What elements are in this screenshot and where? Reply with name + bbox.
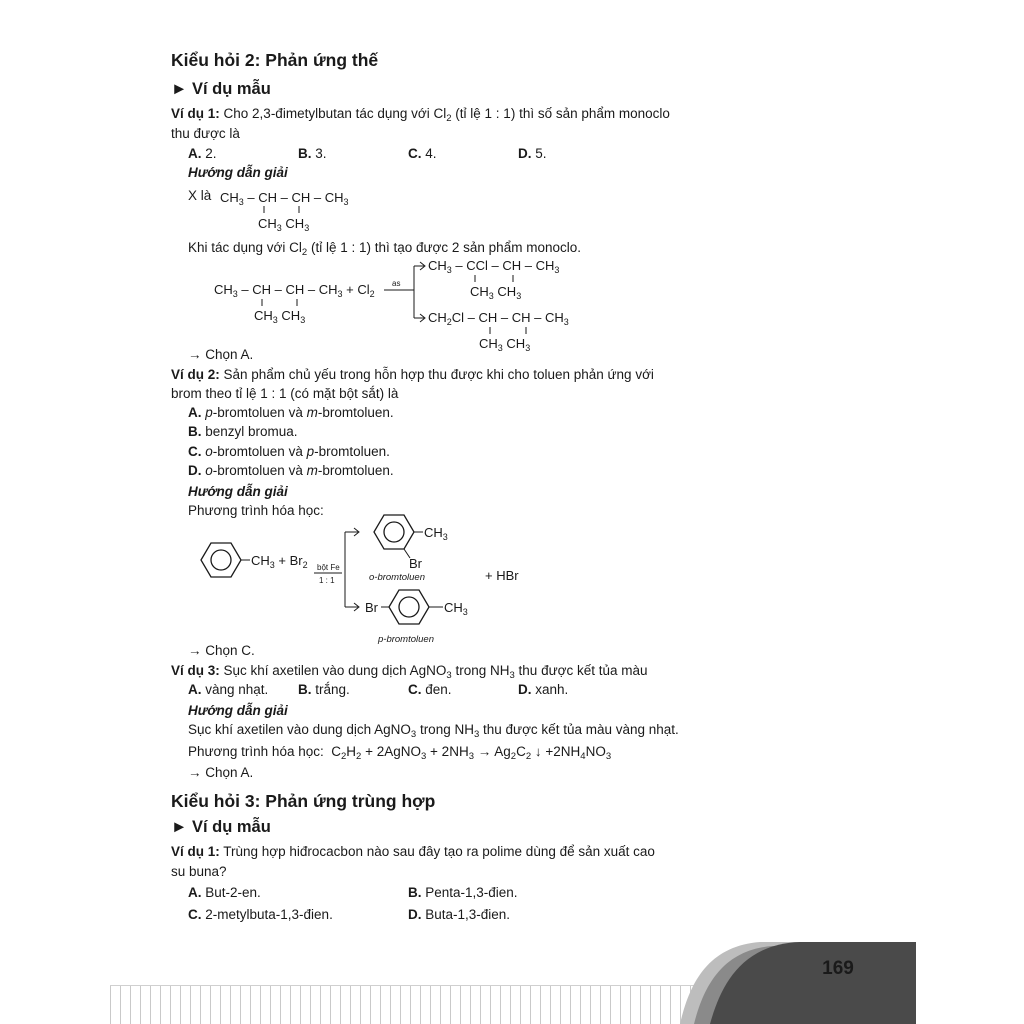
option-a: A. 2.	[188, 146, 217, 161]
svg-text:Br: Br	[409, 556, 422, 571]
option-b: B. Penta-1,3-đien.	[408, 885, 518, 900]
option-a: A. But-2-en.	[188, 885, 261, 900]
answer-2: → Chọn C.	[188, 643, 255, 658]
svg-text:1 : 1: 1 : 1	[319, 576, 335, 585]
triangle-bullet-icon: ►	[171, 818, 188, 836]
svg-text:CH3: $CH_3$	[424, 525, 448, 542]
svg-text:CH3 CH3: $CH_3$ $CH_3$	[470, 284, 522, 301]
solution-note: Khi tác dụng với $Cl_2$ (tỉ lệ 1 : 1) thì tạo được 2 sản phẩm monoclo.	[188, 240, 581, 258]
svg-text:as: as	[392, 279, 401, 288]
svg-text:CH3 CH3: $CH_3$ $CH_3$	[254, 308, 306, 325]
question-2-line-1: Ví dụ 2: Sản phẩm chủ yếu trong hỗn hợp thu được khi cho toluen phản ứng với	[171, 367, 654, 382]
structure-x-figure	[218, 188, 368, 234]
option-d: D. xanh.	[518, 682, 569, 697]
option-a: A. p-bromtoluen và m-bromtoluen.	[188, 405, 394, 420]
answer-1: → Chọn A.	[188, 347, 254, 362]
benzene-ring-icon	[201, 543, 241, 577]
question-s3-line-2: su buna?	[171, 864, 227, 879]
option-c: C. đen.	[408, 682, 452, 697]
benzene-ring-icon	[374, 515, 414, 549]
section-heading-3: Kiểu hỏi 3: Phản ứng trùng hợp	[171, 791, 436, 811]
solution-heading: Hướng dẫn giải	[188, 484, 288, 499]
option-b: B. trắng.	[298, 682, 350, 697]
footer-line-pattern	[110, 985, 710, 1024]
solution-heading: Hướng dẫn giải	[188, 165, 288, 180]
option-c: C. 4.	[408, 146, 437, 161]
sample-heading: ► Ví dụ mẫu	[171, 80, 271, 98]
svg-text:o-bromtoluen: o-bromtoluen	[369, 572, 425, 583]
svg-text:CH3 + Br2: $CH_3 + Br_2$	[251, 553, 308, 570]
option-d: D. Buta-1,3-đien.	[408, 907, 511, 922]
svg-text:CH3 – CCl – CH – CH3: $CH_3$ – CCl – CH – $CH_3$	[428, 258, 560, 275]
question-1-line-1: Ví dụ 1: Cho 2,3-đimetylbutan tác dụng với $Cl_2$ (tỉ lệ 1 : 1) thì số sản phẩm monoclo	[171, 106, 670, 124]
question-s3-line-1: Ví dụ 1: Trùng hợp hiđrocacbon nào sau đây tạo ra polime dùng để sản xuất cao	[171, 844, 655, 859]
footer-rule	[110, 985, 710, 986]
option-a: A. vàng nhạt.	[188, 682, 269, 697]
solution-line-1: Sục khí axetilen vào dung dịch AgNO$_3$ trong $NH_3$ thu được kết tủa màu vàng nhạt.	[188, 722, 679, 740]
option-c: C. 2-metylbuta-1,3-đien.	[188, 907, 333, 922]
svg-text:+ HBr: + HBr	[485, 568, 519, 583]
option-d: D. o-bromtoluen và m-bromtoluen.	[188, 463, 394, 478]
svg-text:CH3 CH3: $CH_3$ $CH_3$	[258, 216, 310, 233]
question-3-line-1: Ví dụ 3: Sục khí axetilen vào dung dịch AgNO$_3$ trong $NH_3$ thu được kết tủa màu	[171, 663, 648, 681]
svg-text:p-bromtoluen: p-bromtoluen	[378, 634, 434, 645]
svg-text:CH2Cl – CH – CH – CH3: $CH_2Cl$ – CH – CH – $CH_3$	[428, 310, 569, 327]
svg-text:CH3: $CH_3$	[444, 600, 468, 617]
question-1-line-2: thu được là	[171, 126, 240, 141]
option-d: D. 5.	[518, 146, 547, 161]
option-c: C. o-bromtoluen và p-bromtoluen.	[188, 444, 390, 459]
answer-3: → Chọn A.	[188, 765, 254, 780]
bromination-reaction-figure	[188, 508, 538, 648]
equation-label: Phương trình hóa học:	[188, 503, 324, 518]
svg-text:CH3 CH3: $CH_3$ $CH_3$	[479, 336, 531, 353]
option-b: B. 3.	[298, 146, 327, 161]
triangle-bullet-icon: ►	[171, 80, 188, 98]
page-number: 169	[822, 958, 854, 979]
x-label: X là	[188, 188, 212, 203]
question-2-line-2: brom theo tỉ lệ 1 : 1 (có mặt bột sắt) là	[171, 386, 399, 401]
chlorination-reaction-figure	[212, 256, 592, 356]
sample-heading: ► Ví dụ mẫu	[171, 818, 271, 836]
section-heading-2: Kiểu hỏi 2: Phản ứng thế	[171, 50, 379, 70]
benzene-ring-icon	[389, 590, 429, 624]
page-number-tab	[680, 940, 916, 1024]
svg-text:CH3 – CH – CH – CH3 + Cl2: $CH_3$ – CH – CH – $CH_3 + Cl_2$	[214, 282, 375, 299]
solution-heading: Hướng dẫn giải	[188, 703, 288, 718]
option-b: B. benzyl bromua.	[188, 424, 298, 439]
svg-text:bột Fe: bột Fe	[317, 563, 340, 572]
svg-text:CH3 – CH – CH – CH3: $CH_3$ – CH – CH – $CH_3$	[220, 190, 349, 207]
solution-equation: Phương trình hóa học: $C_2H_2$ + 2AgNO$_3$ + $2NH_3 \to Ag_2C_2$ ↓ $+2NH_4NO_3$	[188, 744, 612, 762]
svg-text:Br: Br	[365, 600, 378, 615]
